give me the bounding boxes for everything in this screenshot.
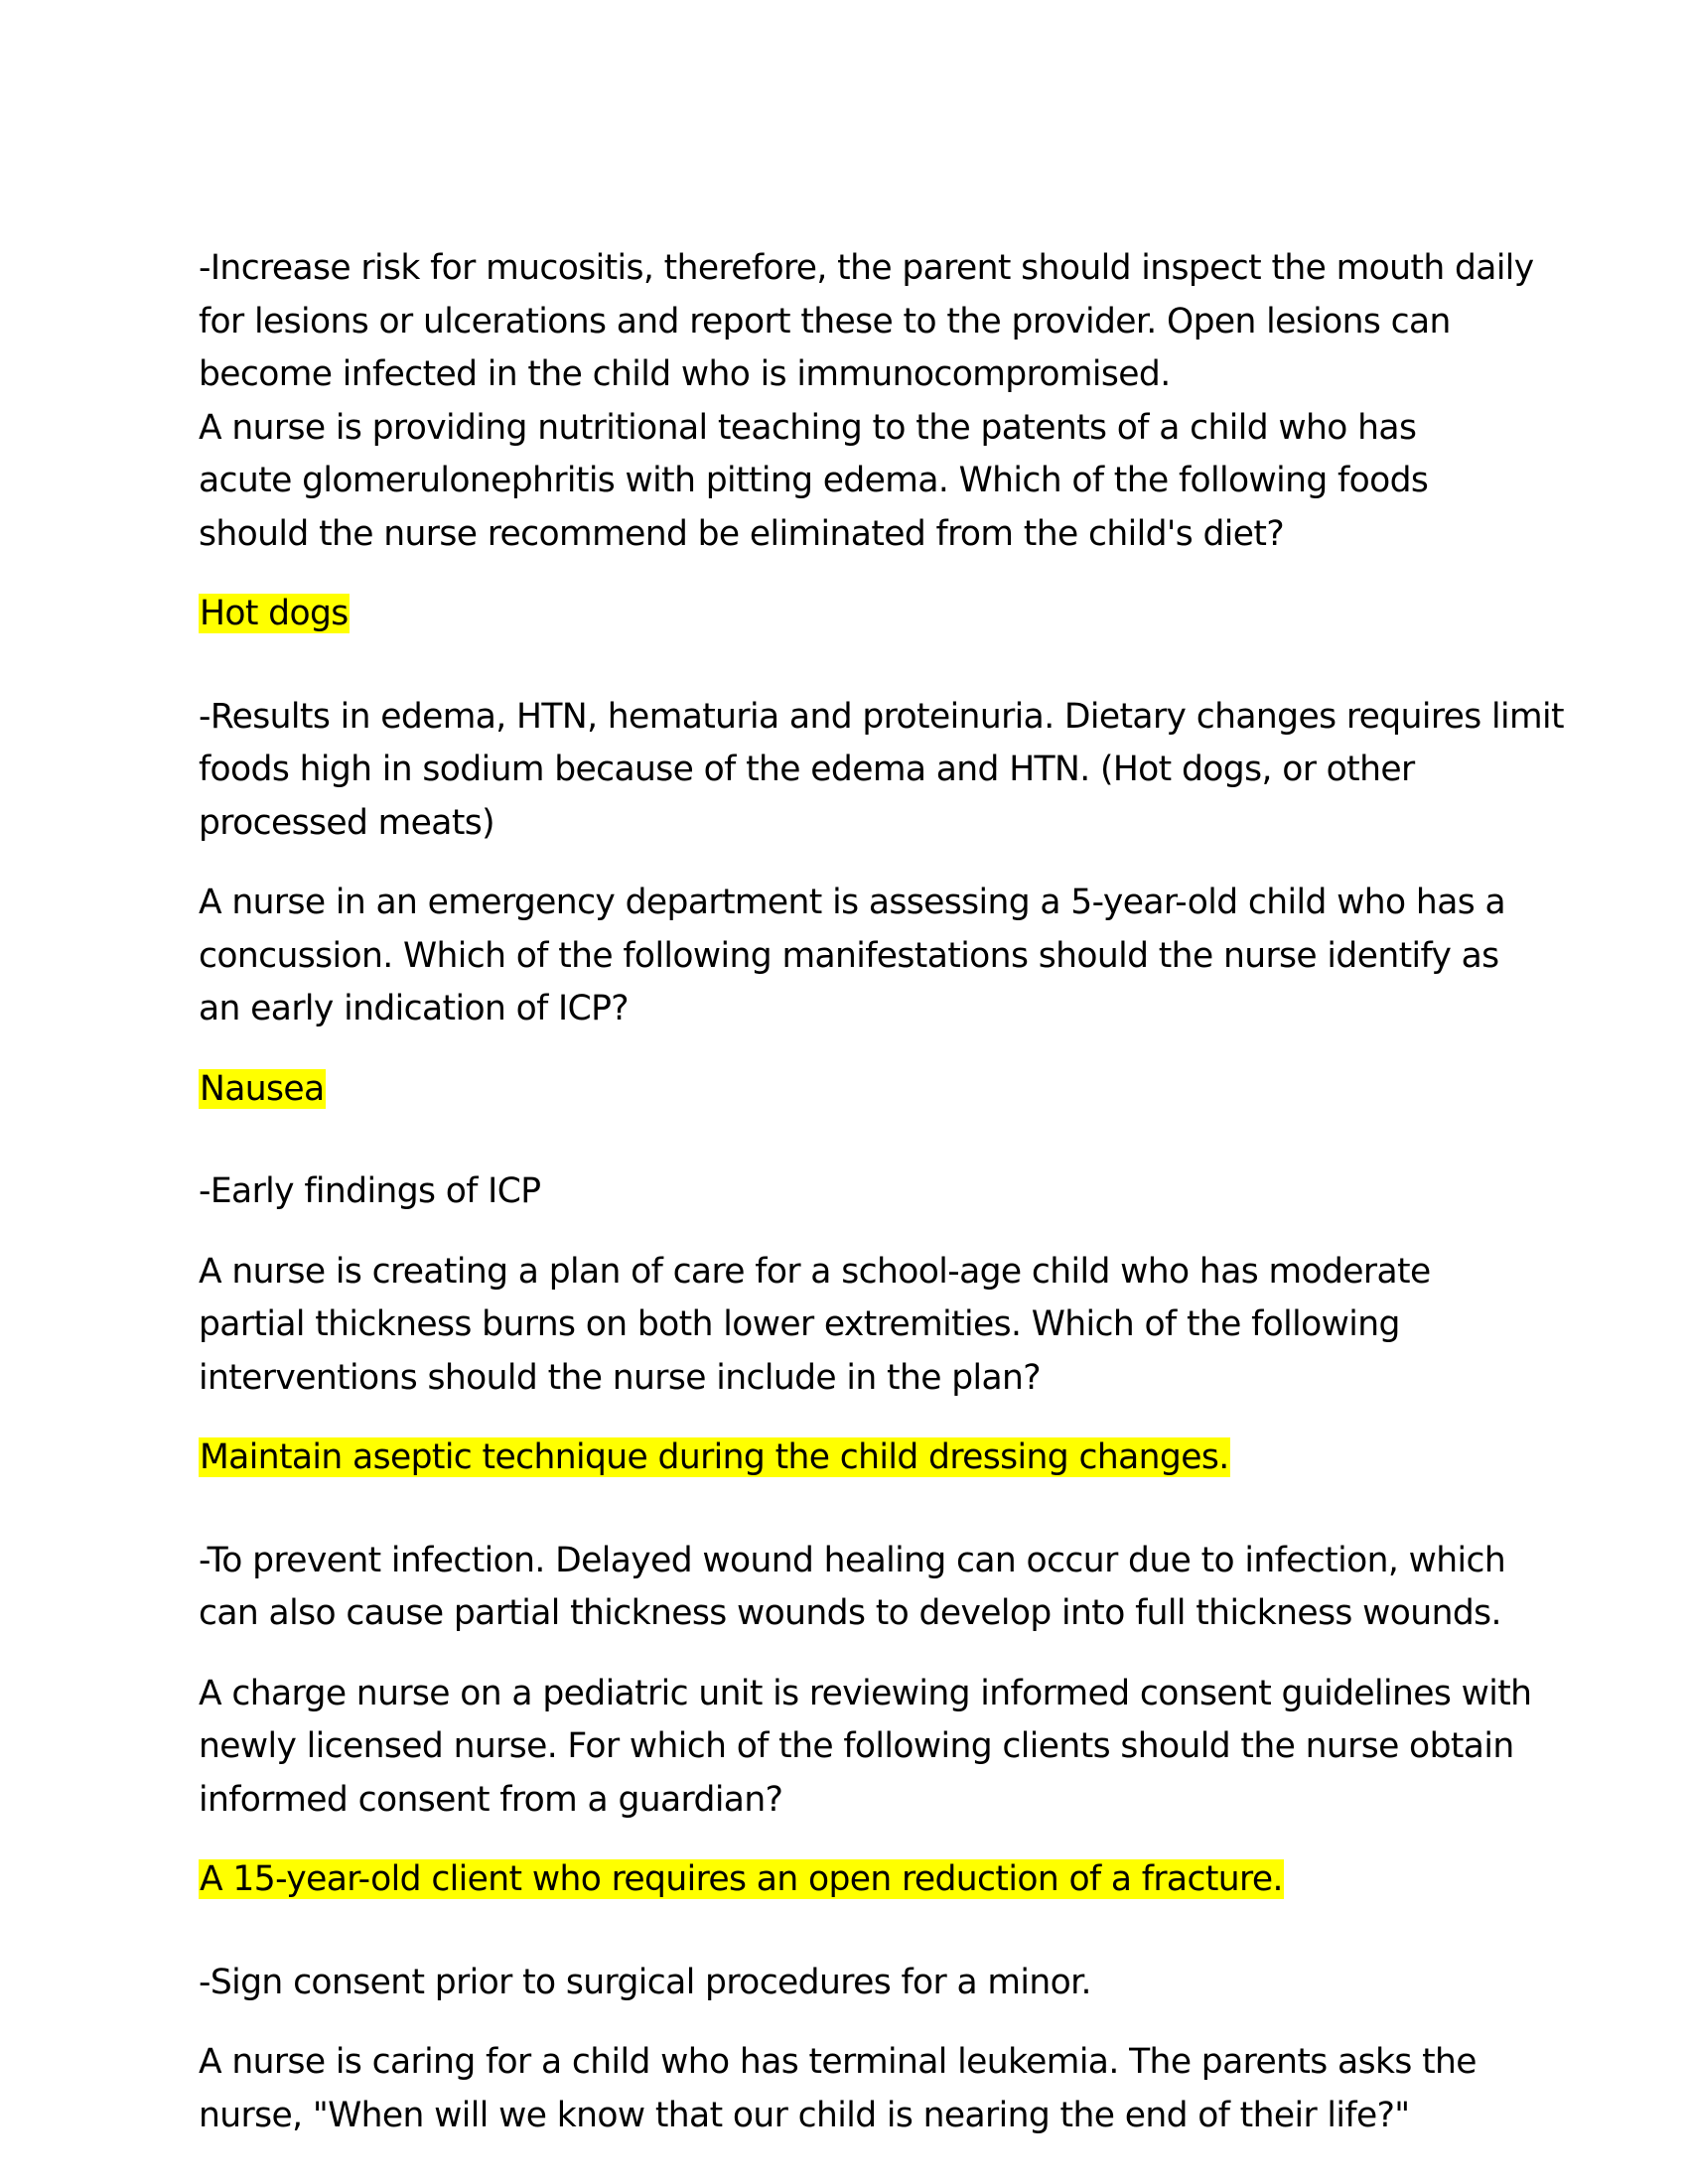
rationale-paragraph bbox=[199, 1957, 1519, 2010]
text-line: nurse, "When will we know that our child is nearing the end of their life?" bbox=[199, 2095, 1410, 2135]
text-line: processed meats) bbox=[199, 802, 495, 843]
highlighted-answer: Maintain aseptic technique during the child dressing changes. bbox=[200, 1437, 1229, 1477]
highlighted-answer: A 15-year-old client who requires an open reduction of a fracture. bbox=[200, 1859, 1283, 1899]
text-line: partial thickness burns on both lower extremities. Which of the following bbox=[199, 1304, 1400, 1344]
rationale-paragraph bbox=[199, 242, 1534, 402]
answer-paragraph bbox=[199, 588, 1519, 641]
text-line: concussion. Which of the following manifestations should the nurse identify as bbox=[199, 935, 1499, 976]
rationale-paragraph bbox=[199, 691, 1564, 851]
highlighted-answer: Hot dogs bbox=[200, 594, 349, 633]
text-line: -Results in edema, HTN, hematuria and proteinuria. Dietary changes requires limit bbox=[199, 696, 1564, 737]
document-page bbox=[199, 242, 1564, 2142]
text-line: can also cause partial thickness wounds to develop into full thickness wounds. bbox=[199, 1593, 1501, 1633]
text-line: A nurse in an emergency department is assessing a 5-year-old child who has a bbox=[199, 883, 1506, 922]
answer-paragraph bbox=[199, 1853, 1519, 1907]
answer-paragraph bbox=[199, 1432, 1519, 1485]
question-paragraph bbox=[199, 2036, 1519, 2142]
text-line: should the nurse recommend be eliminated from the child's diet? bbox=[199, 513, 1285, 554]
text-line: -Increase risk for mucositis, therefore, the parent should inspect the mouth daily bbox=[199, 248, 1534, 288]
answer-paragraph bbox=[199, 1063, 1519, 1117]
text-line: -To prevent infection. Delayed wound healing can occur due to infection, which bbox=[199, 1540, 1506, 1580]
text-line: newly licensed nurse. For which of the following clients should the nurse obtain bbox=[199, 1726, 1514, 1766]
question-paragraph bbox=[199, 402, 1519, 562]
question-paragraph bbox=[199, 877, 1519, 1036]
text-line: A nurse is caring for a child who has terminal leukemia. The parents asks the bbox=[199, 2042, 1477, 2082]
highlighted-answer: Nausea bbox=[200, 1068, 325, 1109]
text-line: -Sign consent prior to surgical procedures for a minor. bbox=[199, 1962, 1091, 2002]
text-line: for lesions or ulcerations and report these to the provider. Open lesions can bbox=[199, 301, 1451, 341]
text-line: A nurse is providing nutritional teaching to the patents of a child who has bbox=[199, 407, 1417, 448]
text-line: interventions should the nurse include in the plan? bbox=[199, 1357, 1042, 1398]
text-line: -Early findings of ICP bbox=[199, 1171, 541, 1211]
text-line: A nurse is creating a plan of care for a school-age child who has moderate bbox=[199, 1251, 1431, 1292]
rationale-paragraph bbox=[199, 1535, 1519, 1641]
text-line: foods high in sodium because of the edema and HTN. (Hot dogs, or other bbox=[199, 750, 1415, 789]
rationale-paragraph bbox=[199, 1165, 1519, 1219]
question-paragraph bbox=[199, 1668, 1532, 1828]
text-line: an early indication of ICP? bbox=[199, 989, 629, 1028]
text-line: become infected in the child who is immunocompromised. bbox=[199, 354, 1171, 394]
text-line: A charge nurse on a pediatric unit is reviewing informed consent guidelines with bbox=[199, 1673, 1532, 1713]
text-line: acute glomerulonephritis with pitting edema. Which of the following foods bbox=[199, 461, 1429, 500]
text-line: informed consent from a guardian? bbox=[199, 1779, 783, 1820]
question-paragraph bbox=[199, 1246, 1519, 1406]
